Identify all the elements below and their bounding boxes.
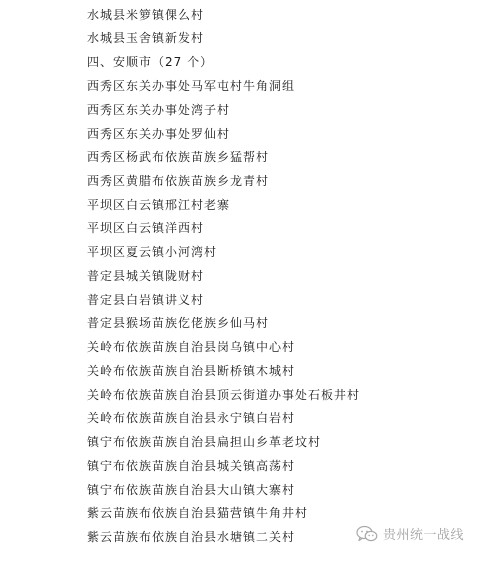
village-line: 关岭布依族苗族自治县岗乌镇中心村 [87,340,296,354]
village-line: 普定县白岩镇讲义村 [87,293,205,307]
village-line: 镇宁布依族苗族自治县大山镇大寨村 [87,483,296,497]
village-line: 平坝区夏云镇小河湾村 [87,245,218,259]
village-line: 西秀区杨武布依族苗族乡猛帮村 [87,150,270,164]
village-line: 西秀区东关办事处马军屯村牛角洞组 [87,79,296,93]
watermark-text: 贵州统一战线 [382,528,464,543]
watermark [356,524,464,543]
village-line: 西秀区东关办事处湾子村 [87,103,231,117]
village-line: 紫云苗族布依族自治县猫营镇牛角井村 [87,506,309,520]
village-line: 普定县城关镇陇财村 [87,269,205,283]
village-line: 平坝区白云镇洋西村 [87,221,205,235]
village-line: 紫云苗族布依族自治县水塘镇二关村 [87,530,296,544]
wechat-icon [356,525,378,543]
section-heading: 四、安顺市（27 个） [87,55,214,69]
village-line: 镇宁布依族苗族自治县扁担山乡革老坟村 [87,435,322,449]
village-line: 水城县玉舍镇新发村 [87,31,205,45]
village-line: 西秀区黄腊布依族苗族乡龙青村 [87,174,270,188]
village-line: 平坝区白云镇邢江村老寨 [87,198,231,212]
village-line: 水城县米箩镇倮么村 [87,8,205,22]
village-line: 普定县猴场苗族仡佬族乡仙马村 [87,316,270,330]
village-line: 关岭布依族苗族自治县永宁镇白岩村 [87,411,296,425]
village-line: 关岭布依族苗族自治县断桥镇木城村 [87,364,296,378]
village-line: 关岭布依族苗族自治县顶云街道办事处石板井村 [87,388,361,402]
village-line: 镇宁布依族苗族自治县城关镇高荡村 [87,459,296,473]
village-line: 西秀区东关办事处罗仙村 [87,127,231,141]
